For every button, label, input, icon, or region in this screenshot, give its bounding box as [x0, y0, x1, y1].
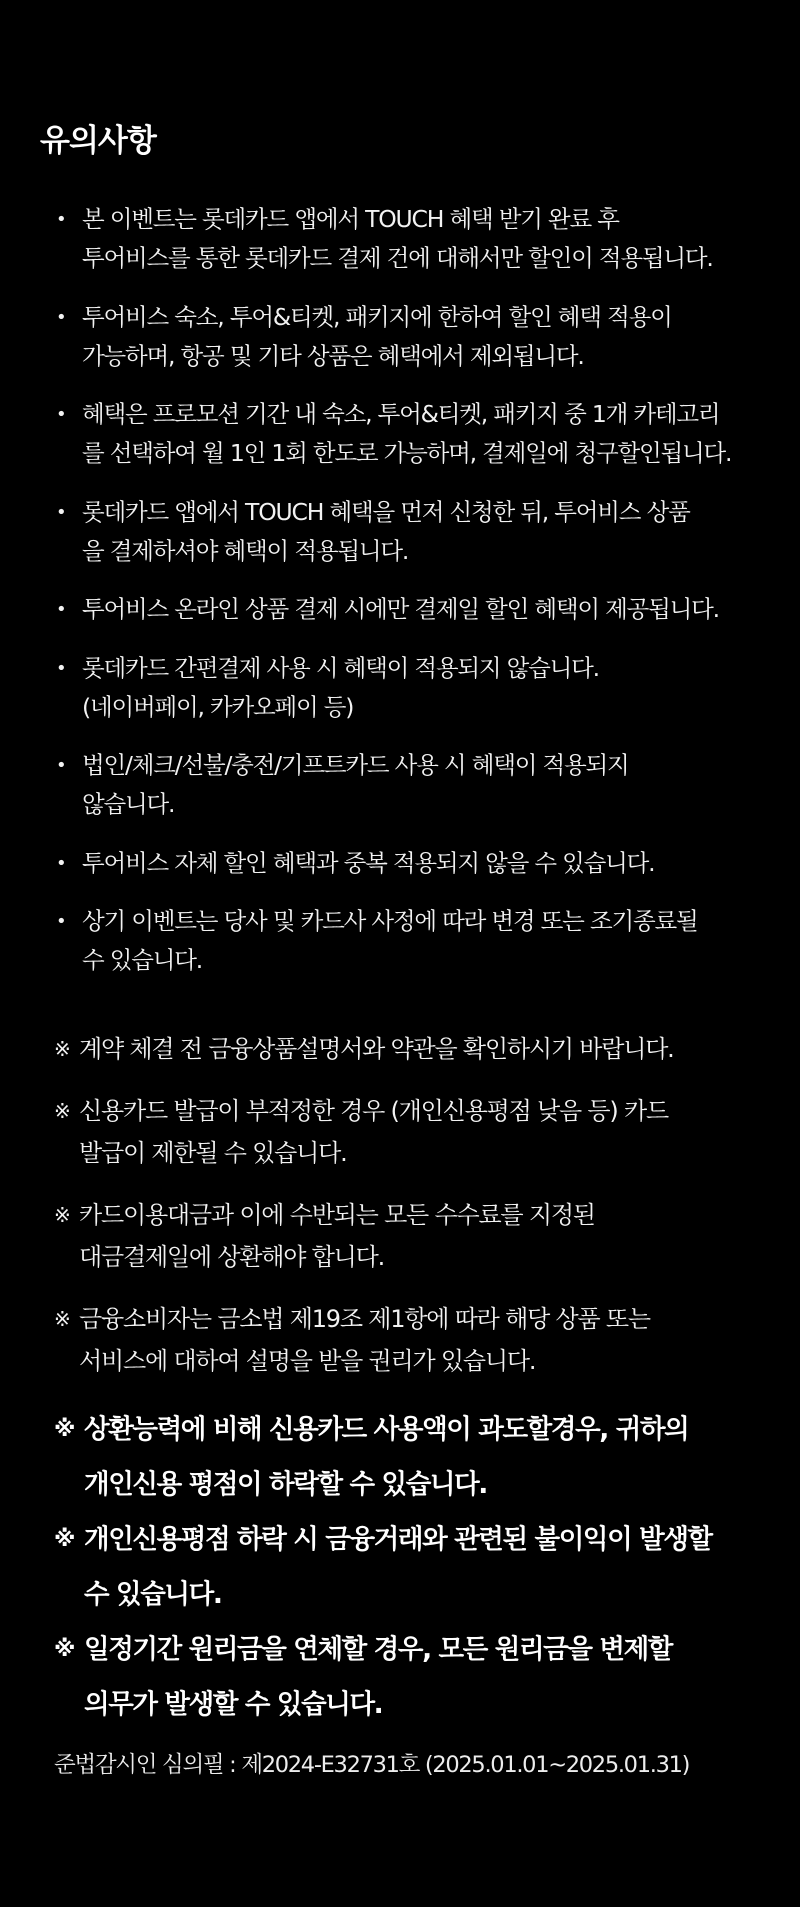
bullet-icon: • [56, 209, 66, 230]
disclaimer-text-line: 계약 체결 전 금융상품설명서와 약관을 확인하시기 바랍니다. [79, 1035, 674, 1063]
notice-text-line: 혜택은 프로모션 기간 내 숙소, 투어&티켓, 패키지 중 1개 카테고리 [82, 400, 720, 428]
notice-text-line: 않습니다. [82, 790, 175, 818]
notice-item [56, 298, 768, 376]
notice-text-line: 을 결제하셔야 혜택이 적용됩니다. [82, 536, 409, 565]
disclaimer-item [54, 1298, 774, 1383]
warning-item [54, 1622, 774, 1732]
disclaimer-text-line: 금융소비자는 금소법 제19조 제1항에 따라 해당 상품 또는 [79, 1304, 650, 1333]
bullet-icon: • [56, 755, 66, 776]
warning-text-line: 수 있습니다. [84, 1578, 222, 1610]
notice-item [56, 200, 768, 278]
notice-item [56, 590, 768, 629]
notice-text-line: 투어비스 자체 할인 혜택과 중복 적용되지 않을 수 있습니다. [82, 848, 655, 877]
bullet-icon: • [56, 501, 66, 523]
reference-mark-icon: ※ [54, 1202, 70, 1227]
disclaimer-text-line: 서비스에 대하여 설명을 받을 권리가 있습니다. [79, 1347, 536, 1375]
notice-list [56, 200, 768, 1000]
warning-text-line: 개인신용평점 하락 시 금융거래와 관련된 불이익이 발생할 [84, 1523, 712, 1555]
notice-text-line: 본 이벤트는 롯데카드 앱에서 TOUCH 혜택 받기 완료 후 [82, 205, 619, 233]
notice-item [56, 395, 768, 473]
disclaimer-text-line: 발급이 제한될 수 있습니다. [79, 1139, 347, 1167]
notice-item [56, 746, 768, 824]
notice-text-line: 투어비스 숙소, 투어&티켓, 패키지에 한하여 할인 혜택 적용이 [82, 302, 672, 331]
notice-text-line: 법인/체크/선불/충전/기프트카드 사용 시 혜택이 적용되지 [82, 751, 629, 779]
disclaimer-section [54, 1028, 774, 1732]
reference-mark-icon: ※ [54, 1098, 70, 1123]
disclaimer-item [54, 1194, 774, 1279]
reference-mark-icon: ※ [54, 1037, 70, 1061]
reference-mark-icon: ※ [54, 1416, 74, 1442]
notice-text-line: 상기 이벤트는 당사 및 카드사 사정에 따라 변경 또는 조기종료될 [82, 907, 698, 935]
warning-text-line: 개인신용 평점이 하락할 수 있습니다. [84, 1468, 487, 1500]
warning-text-line: 의무가 발생할 수 있습니다. [84, 1688, 383, 1720]
bullet-icon: • [56, 599, 66, 620]
warning-item [54, 1512, 774, 1622]
notice-text-line: 가능하며, 항공 및 기타 상품은 혜택에서 제외됩니다. [82, 341, 584, 370]
notice-title: 유의사항 [40, 123, 156, 159]
warning-text-line: 일정기간 원리금을 연체할 경우, 모든 원리금을 변제할 [84, 1633, 672, 1665]
notice-text-line: 를 선택하여 월 1인 1회 한도로 가능하며, 결제일에 청구할인됩니다. [82, 439, 732, 467]
notice-text-line: 롯데카드 간편결제 사용 시 혜택이 적용되지 않습니다. [82, 653, 599, 682]
notice-text-line: 투어비스 온라인 상품 결제 시에만 결제일 할인 혜택이 제공됩니다. [82, 595, 719, 623]
notice-item [56, 649, 768, 727]
disclaimer-item [54, 1090, 774, 1175]
reference-mark-icon: ※ [54, 1526, 74, 1552]
reference-mark-icon: ※ [54, 1306, 70, 1331]
notice-item [56, 493, 768, 571]
disclaimer-text-line: 대금결제일에 상환해야 합니다. [79, 1243, 385, 1271]
reference-mark-icon: ※ [54, 1636, 74, 1662]
disclaimer-text-line: 신용카드 발급이 부적정한 경우 (개인신용평점 낮음 등) 카드 [79, 1096, 668, 1125]
warning-text-line: 상환능력에 비해 신용카드 사용액이 과도할경우, 귀하의 [84, 1413, 689, 1445]
bullet-icon: • [56, 306, 66, 328]
notice-text-line: (네이버페이, 카카오페이 등) [82, 692, 354, 721]
notice-text-line: 수 있습니다. [82, 946, 203, 974]
bullet-icon: • [56, 852, 66, 874]
warning-item [54, 1402, 774, 1512]
disclaimer-item [54, 1028, 774, 1071]
bullet-icon: • [56, 404, 66, 425]
bullet-icon: • [56, 911, 66, 932]
notice-text-line: 롯데카드 앱에서 TOUCH 혜택을 먼저 신청한 뒤, 투어비스 상품 [82, 497, 690, 526]
compliance-review-number: 준법감시인 심의필 : 제2024-E32731호 (2025.01.01~2025.01.31) [54, 1752, 690, 1778]
disclaimer-text-line: 카드이용대금과 이에 수반되는 모든 수수료를 지정된 [79, 1200, 595, 1229]
notice-text-line: 투어비스를 통한 롯데카드 결제 건에 대해서만 할인이 적용됩니다. [82, 244, 713, 272]
bullet-icon: • [56, 657, 66, 679]
notice-item [56, 902, 768, 980]
notice-item [56, 844, 768, 883]
